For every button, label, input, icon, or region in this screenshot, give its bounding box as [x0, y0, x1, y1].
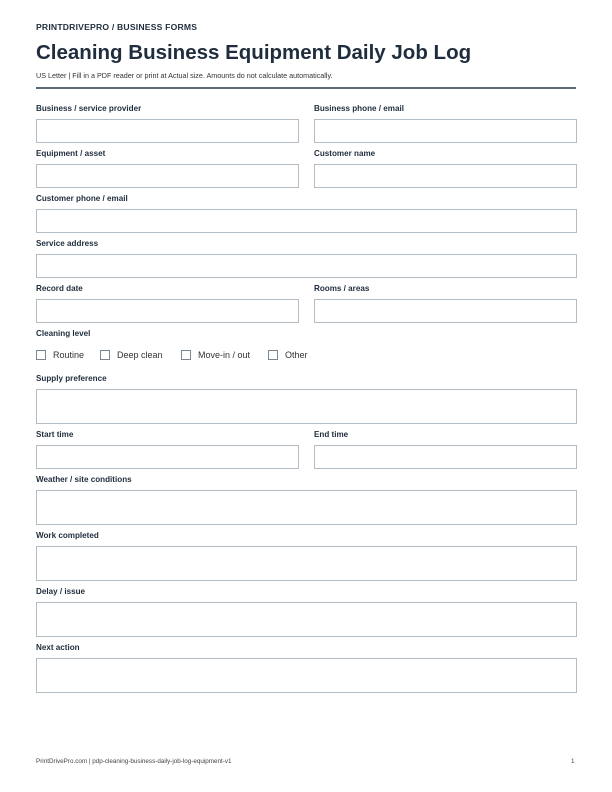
move-in-out-checkbox[interactable]: [181, 350, 191, 360]
end-time-label: End time: [314, 430, 349, 439]
option-label: Other: [285, 350, 308, 360]
option-label: Routine: [53, 350, 85, 360]
option-move-in-out[interactable]: [181, 350, 250, 360]
weather-field[interactable]: [36, 490, 577, 525]
customer-contact-label: Customer phone / email: [36, 194, 128, 203]
equipment-label: Equipment / asset: [36, 149, 106, 158]
start-time-field[interactable]: [36, 445, 299, 469]
brand-breadcrumb: PRINTDRIVEPRO / BUSINESS FORMS: [36, 22, 198, 32]
header-divider: [36, 87, 576, 89]
page-title: Cleaning Business Equipment Daily Job Log: [36, 41, 472, 64]
cleaning-level-label: Cleaning level: [36, 329, 91, 338]
deep-clean-checkbox[interactable]: [100, 350, 110, 360]
end-time-field[interactable]: [314, 445, 577, 469]
option-routine[interactable]: [36, 350, 84, 360]
page-number: 1: [571, 758, 575, 765]
delay-issue-label: Delay / issue: [36, 587, 86, 596]
business-contact-label: Business phone / email: [314, 104, 404, 113]
business-contact-field[interactable]: [314, 119, 577, 143]
rooms-areas-field[interactable]: [314, 299, 577, 323]
business-provider-label: Business / service provider: [36, 104, 142, 113]
next-action-label: Next action: [36, 643, 80, 652]
rooms-areas-label: Rooms / areas: [314, 284, 370, 293]
option-other[interactable]: [268, 350, 308, 360]
weather-label: Weather / site conditions: [36, 475, 132, 484]
next-action-field[interactable]: [36, 658, 577, 693]
start-time-label: Start time: [36, 430, 74, 439]
record-date-label: Record date: [36, 284, 83, 293]
work-completed-field[interactable]: [36, 546, 577, 581]
delay-issue-field[interactable]: [36, 602, 577, 637]
work-completed-label: Work completed: [36, 531, 99, 540]
record-date-field[interactable]: [36, 299, 299, 323]
customer-name-field[interactable]: [314, 164, 577, 188]
business-provider-field[interactable]: [36, 119, 299, 143]
page-subtitle: US Letter | Fill in a PDF reader or print at Actual size. Amounts do not calculate automatically.: [36, 71, 333, 80]
option-label: Move-in / out: [198, 350, 251, 360]
footer-source: PrintDrivePro.com | pdp-cleaning-business-daily-job-log-equipment-v1: [36, 758, 232, 765]
option-label: Deep clean: [117, 350, 163, 360]
equipment-field[interactable]: [36, 164, 299, 188]
routine-checkbox[interactable]: [36, 350, 46, 360]
supply-preference-label: Supply preference: [36, 374, 107, 383]
customer-name-label: Customer name: [314, 149, 376, 158]
service-address-field[interactable]: [36, 254, 577, 278]
supply-preference-field[interactable]: [36, 389, 577, 424]
option-deep-clean[interactable]: [100, 350, 163, 360]
other-checkbox[interactable]: [268, 350, 278, 360]
service-address-label: Service address: [36, 239, 99, 248]
customer-contact-field[interactable]: [36, 209, 577, 233]
